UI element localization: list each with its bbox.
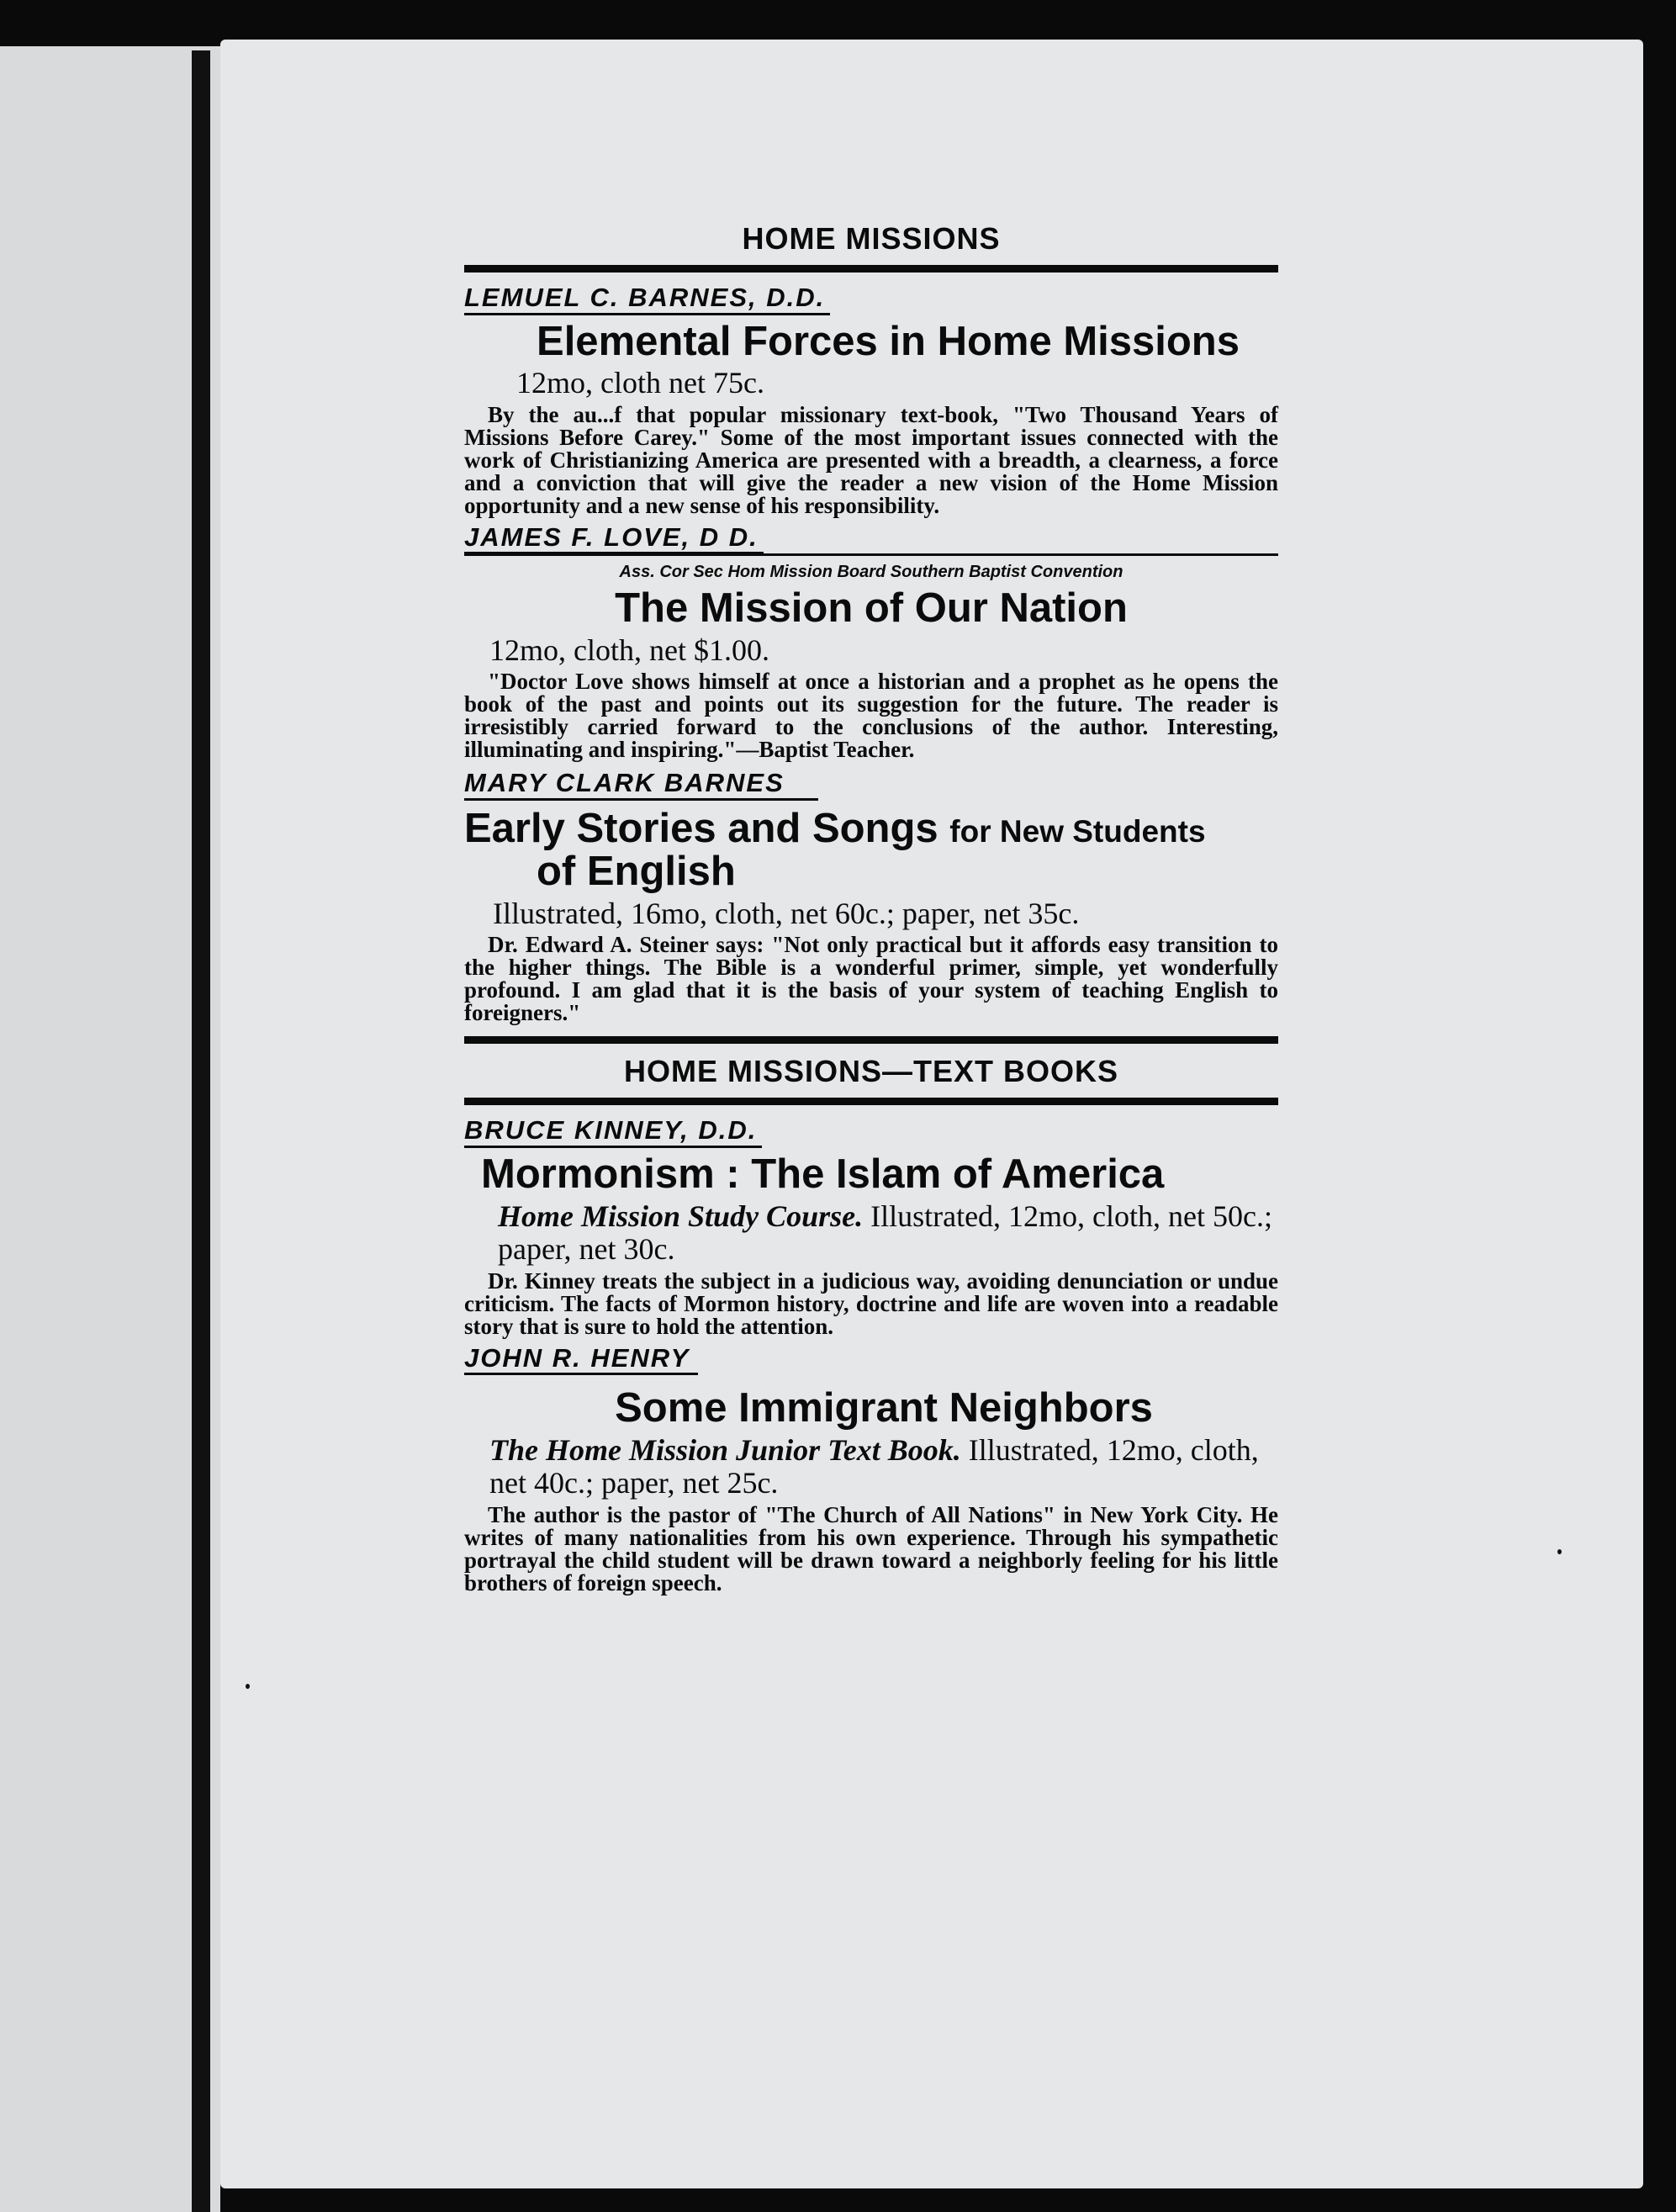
book-entry — [464, 283, 1278, 517]
speck — [1557, 1549, 1562, 1554]
book-gutter — [192, 50, 210, 2212]
book-series: The Home Mission Junior Text Book. — [489, 1432, 961, 1467]
section-rule — [464, 1098, 1278, 1105]
book-title-tail: for New Students — [949, 813, 1206, 849]
book-price — [464, 1200, 1278, 1267]
author-name: JAMES F. LOVE, D D. — [464, 522, 764, 555]
book-description: Dr. Kinney treats the subject in a judicious way, avoiding denunciation or undue criticism. The facts of Mormon history, doctrine and life are woven into a readable story that is sure to hold the attention. — [464, 1267, 1278, 1339]
book-price-text: Illustrated, 12mo, cloth, net 40c.; paper, net 25c. — [489, 1432, 1259, 1500]
author-name: BRUCE KINNEY, D.D. — [464, 1115, 762, 1148]
book-description: The author is the pastor of "The Church of All Nations" in New York City. He writes of many nationalities from his own experience. Through his sympathetic portrayal the child student will be drawn toward a neighborly feeling for his little brothers of foreign speech. — [464, 1501, 1278, 1595]
book-entry — [464, 768, 1278, 1024]
book-entry — [464, 522, 1278, 762]
book-title: Elemental Forces in Home Missions — [537, 318, 1240, 364]
author-rule — [464, 553, 1278, 556]
facing-page-edge — [0, 46, 220, 2212]
section-rule — [464, 1036, 1278, 1044]
book-entry — [464, 1343, 1278, 1595]
section-heading-home-missions: HOME MISSIONS — [742, 221, 1001, 256]
book-title: Some Immigrant Neighbors — [615, 1385, 1153, 1431]
section-rule — [464, 265, 1278, 273]
author-name: LEMUEL C. BARNES, D.D. — [464, 283, 830, 315]
book-price: Illustrated, 16mo, cloth, net 60c.; paper, net 35c. — [493, 896, 1080, 930]
book-title-line2: of English — [537, 849, 736, 895]
book-title-main: Early Stories and Songs — [464, 805, 938, 851]
section-heading-text-books: HOME MISSIONS—TEXT BOOKS — [623, 1054, 1119, 1089]
book-description: Dr. Edward A. Steiner says: "Not only practical but it affords easy transition to the higher things. The Bible is a wonderful primer, simple, yet wonderfully profound. I am glad that it is the basis of your system of teaching English to foreigners." — [464, 932, 1278, 1026]
book-title: The Mission of Our Nation — [615, 585, 1128, 632]
author-affiliation: Ass. Cor Sec Hom Mission Board Southern Baptist Convention — [619, 563, 1124, 582]
book-description: "Doctor Love shows himself at once a historian and a prophet as he opens the book of the past and points out its suggestion for the future. The reader is irresistibly carried forward to the conclusions of the author. Interesting, illuminating and inspiring."—Baptist Teacher. — [464, 669, 1278, 763]
book-title: Mormonism : The Islam of America — [481, 1151, 1165, 1198]
speck — [246, 1684, 250, 1689]
book-series: Home Mission Study Course. — [498, 1199, 864, 1233]
book-price: 12mo, cloth net 75c. — [516, 366, 764, 400]
book-price-text: Illustrated, 12mo, cloth, net 50c.; paper, net 30c. — [498, 1199, 1272, 1267]
book-description: By the au...f that popular missionary text-book, "Two Thousand Years of Missions Before Carey." Some of the most important issues connected with the work of Christianizing America are presented with a breadth, a clearness, a force and a conviction that will give the reader a new vision of the Home Mission opportunity and a new sense of his responsibility. — [464, 401, 1278, 518]
book-price — [464, 1434, 1278, 1500]
author-name: MARY CLARK BARNES — [464, 768, 818, 801]
book-price: 12mo, cloth, net $1.00. — [489, 632, 769, 667]
book-entry — [464, 1115, 1278, 1337]
book-title — [464, 807, 1278, 894]
author-name: JOHN R. HENRY — [464, 1343, 698, 1376]
advertisement-column — [464, 221, 1278, 1600]
